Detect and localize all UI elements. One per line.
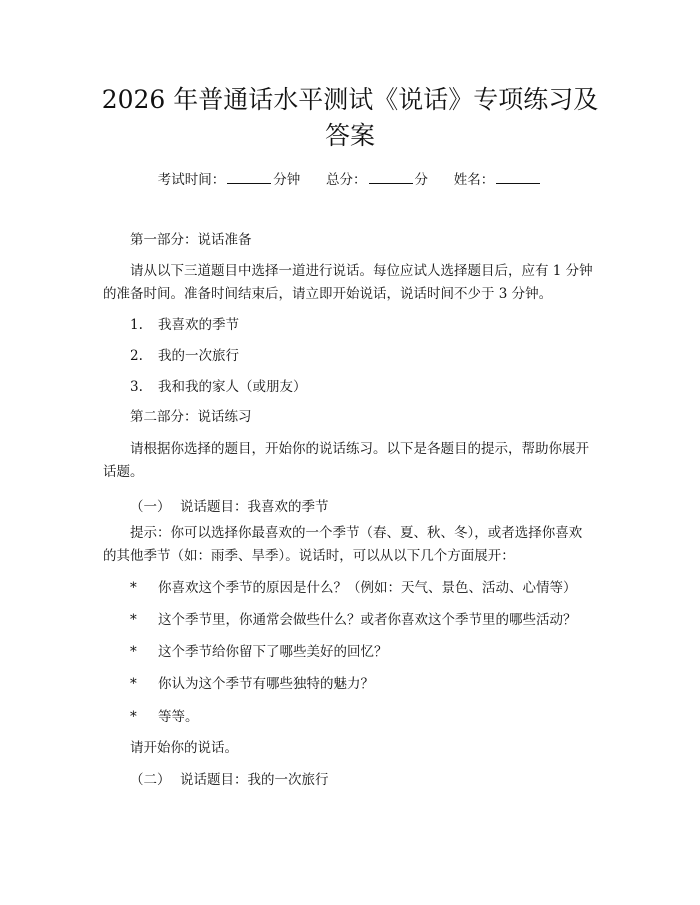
name-blank <box>496 171 540 184</box>
time-unit: 分钟 <box>273 172 301 188</box>
bullet-item <box>130 705 199 729</box>
list-text: 我喜欢的季节 <box>158 317 239 333</box>
score-blank <box>369 171 413 184</box>
title-line-1: 2026 年普通话水平测试《说话》专项练习及 <box>101 85 599 114</box>
list-item <box>130 344 239 368</box>
bullet-text: 这个季节里，你通常会做些什么？或者你喜欢这个季节里的哪些活动？ <box>158 612 577 628</box>
bullet-mark: * <box>130 676 137 692</box>
bullet-mark: * <box>130 709 137 725</box>
sub1-hint-line1: 提示：你可以选择你最喜欢的一个季节（春、夏、秋、冬），或者选择你喜欢 <box>130 525 583 541</box>
subsection-number: （二） <box>130 772 171 788</box>
list-number: 2. <box>130 348 143 364</box>
bullet-text: 你喜欢这个季节的原因是什么？（例如：天气、景色、活动、心情等） <box>158 580 577 596</box>
list-text: 我和我的家人（或朋友） <box>158 379 307 395</box>
bullet-item <box>130 608 577 632</box>
list-number: 1. <box>130 317 143 333</box>
score-label: 总分： <box>326 172 367 188</box>
score-unit: 分 <box>414 172 428 188</box>
bullet-item <box>130 640 388 664</box>
bullet-item <box>130 576 577 600</box>
name-label: 姓名： <box>453 172 495 188</box>
bullet-mark: * <box>130 644 137 660</box>
part2-heading: 第二部分：说话练习 <box>130 409 252 425</box>
part1-heading: 第一部分：说话准备 <box>130 232 252 248</box>
bullet-mark: * <box>130 612 137 628</box>
subsection-title: 说话题目：我的一次旅行 <box>180 772 329 788</box>
part2-intro-line2: 话题。 <box>103 464 144 480</box>
document-title <box>80 82 620 154</box>
subsection-title: 说话题目：我喜欢的季节 <box>180 499 329 515</box>
sub1-closing: 请开始你的说话。 <box>130 740 238 756</box>
exam-info-line <box>0 168 700 188</box>
list-number: 3. <box>130 379 143 395</box>
subsection-number: （一） <box>130 499 171 515</box>
bullet-mark: * <box>130 580 137 596</box>
part1-intro-line2: 的准备时间。准备时间结束后，请立即开始说话，说话时间不少于 3 分钟。 <box>103 286 553 302</box>
bullet-text: 你认为这个季节有哪些独特的魅力？ <box>158 676 374 692</box>
subsection-1-heading <box>130 495 329 515</box>
list-item <box>130 313 239 337</box>
time-blank <box>227 171 271 184</box>
bullet-text: 等等。 <box>158 709 199 725</box>
subsection-2-heading <box>130 768 329 788</box>
bullet-item <box>130 672 374 696</box>
list-item <box>130 375 307 399</box>
title-line-2: 答案 <box>324 121 375 150</box>
part2-intro-line1: 请根据你选择的题目，开始你的说话练习。以下是各题目的提示，帮助你展开 <box>130 441 589 457</box>
bullet-text: 这个季节给你留下了哪些美好的回忆？ <box>158 644 388 660</box>
time-label: 考试时间： <box>157 172 226 188</box>
sub1-hint-line2: 的其他季节（如：雨季、旱季）。说话时，可以从以下几个方面展开： <box>103 548 515 564</box>
part1-intro-line1: 请从以下三道题目中选择一道进行说话。每位应试人选择题目后，应有 1 分钟 <box>130 263 593 279</box>
list-text: 我的一次旅行 <box>158 348 239 364</box>
